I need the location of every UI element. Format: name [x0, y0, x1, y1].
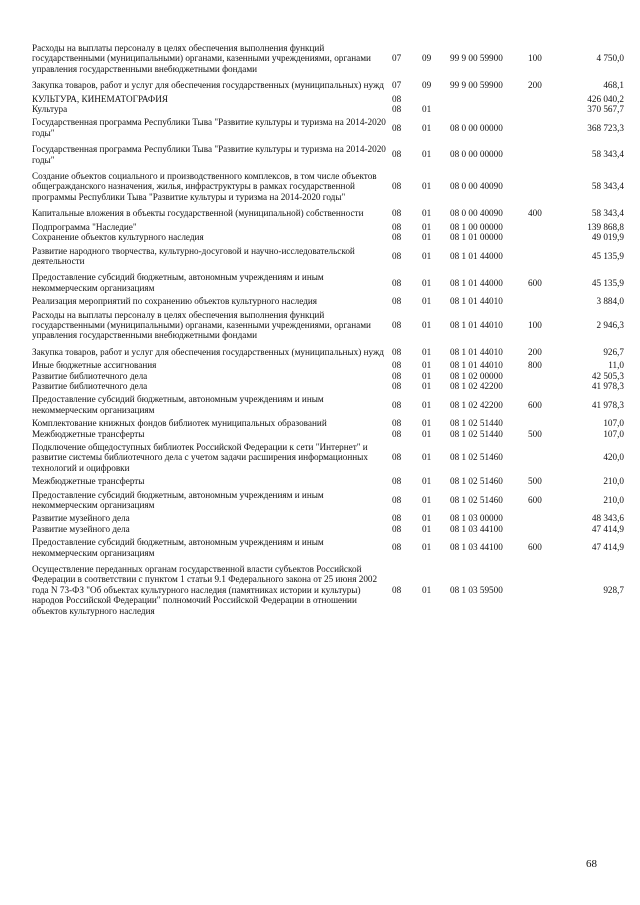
row-name: Осуществление переданных органам государственной власти субъектов Российской Федерации в соответствии с пунктом 1 статьи 9.1 Федерального закона от 25 июня 2002 года N 73-ФЗ "Об объектах культурного наследия (памятниках истории и культуры) народов Российской Федерации" полномочий Российской Федерации в отношении объектов культурного наследия [32, 564, 378, 616]
amount: 58 343,4 [591, 149, 624, 160]
subsection-code: 01 [422, 452, 432, 463]
table-row [32, 561, 624, 619]
table-row [32, 360, 624, 370]
amount: 58 343,4 [591, 181, 624, 192]
expense-type-code [528, 418, 558, 428]
subsection-code: 01 [422, 346, 432, 357]
amount: 49 019,9 [591, 232, 624, 243]
subsection-code: 01 [422, 360, 432, 371]
target-article-code: 08 1 02 51460 [450, 476, 503, 487]
row-name: Реализация мероприятий по сохранению объектов культурного наследия [32, 296, 318, 307]
section-code: 08 [392, 277, 402, 288]
row-name: Создание объектов социального и производственного комплексов, в том числе объектов общегражданского назначения, жилья, инфраструктуры в рамках государственной программы Республики Тыва "Развитие культуры и туризма на 2014-2020 годы" [32, 171, 377, 202]
table-row [32, 114, 624, 141]
expense-type-code [528, 104, 558, 114]
subsection-code: 01 [422, 542, 432, 553]
section-code: 08 [392, 584, 402, 595]
subsection-code: 01 [422, 208, 432, 219]
table-row [32, 307, 624, 344]
target-article-code: 08 1 01 44000 [450, 250, 503, 261]
amount: 42 505,3 [591, 370, 624, 381]
amount: 58 343,4 [591, 208, 624, 219]
section-code: 08 [392, 181, 402, 192]
expense-type-code: 600 [528, 494, 542, 505]
section-code: 08 [392, 523, 402, 534]
expense-type-code: 800 [528, 360, 542, 371]
target-article-code: 08 1 00 00000 [450, 221, 503, 232]
subsection-code: 01 [422, 221, 432, 232]
table-row [32, 429, 624, 439]
amount: 4 750,0 [596, 53, 624, 64]
amount: 41 978,3 [591, 380, 624, 391]
target-article-code: 08 1 02 51440 [450, 428, 503, 439]
subsection-code: 01 [422, 584, 432, 595]
amount: 41 978,3 [591, 399, 624, 410]
subsection-code: 01 [422, 104, 432, 115]
subsection-code [422, 94, 450, 104]
amount: 11,0 [608, 360, 624, 371]
amount: 45 135,9 [591, 277, 624, 288]
expense-type-code: 200 [528, 346, 542, 357]
subsection-code: 01 [422, 232, 432, 243]
row-name: Предоставление субсидий бюджетным, автономным учреждениям и иным некоммерческим организациям [32, 537, 324, 558]
section-code: 08 [392, 494, 402, 505]
target-article-code: 08 1 01 44010 [450, 360, 503, 371]
row-name: Капитальные вложения в объекты государственной (муниципальной) собственности [32, 208, 364, 219]
expense-type-code [528, 222, 558, 232]
subsection-code: 01 [422, 380, 432, 391]
target-article-code: 08 1 02 00000 [450, 370, 503, 381]
amount: 45 135,9 [591, 250, 624, 261]
table-row [32, 104, 624, 114]
subsection-code: 01 [422, 428, 432, 439]
table-row [32, 476, 624, 486]
subsection-code: 01 [422, 277, 432, 288]
expense-type-code: 600 [528, 399, 542, 410]
amount: 468,1 [603, 80, 624, 91]
subsection-code: 01 [422, 149, 432, 160]
expense-type-code: 100 [528, 53, 542, 64]
target-article-code: 99 9 00 59900 [450, 80, 503, 91]
row-name: Закупка товаров, работ и услуг для обеспечения государственных (муниципальных) нужд [32, 80, 384, 91]
table-row [32, 439, 624, 476]
target-article-code: 08 0 00 00000 [450, 122, 503, 133]
section-code: 07 [392, 53, 402, 64]
target-article-code: 08 0 00 40090 [450, 181, 503, 192]
subsection-code: 09 [422, 80, 432, 91]
section-code: 08 [392, 122, 402, 133]
section-code: 08 [392, 319, 402, 330]
row-name: Государственная программа Республики Тыва "Развитие культуры и туризма на 2014-2020 годы" [32, 144, 386, 165]
row-name: Иные бюджетные ассигнования [32, 360, 157, 371]
target-article-code: 08 1 01 44010 [450, 296, 503, 307]
target-article-code: 08 0 00 00000 [450, 149, 503, 160]
amount: 107,0 [603, 418, 624, 429]
expense-type-code: 600 [528, 542, 542, 553]
section-code: 08 [392, 232, 402, 243]
target-article-code: 08 1 02 42200 [450, 380, 503, 391]
amount: 3 884,0 [596, 296, 624, 307]
row-name: Подпрограмма "Наследие" [32, 221, 137, 232]
table-row [32, 296, 624, 306]
subsection-code: 01 [422, 399, 432, 410]
section-code: 08 [392, 452, 402, 463]
subsection-code: 01 [422, 319, 432, 330]
table-row [32, 40, 624, 77]
amount: 928,7 [603, 584, 624, 595]
table-row [32, 269, 624, 296]
target-article-code: 08 1 02 51460 [450, 452, 503, 463]
budget-table-body [32, 40, 624, 619]
expense-type-code: 600 [528, 277, 542, 288]
row-name: Предоставление субсидий бюджетным, автономным учреждениям и иным некоммерческим организациям [32, 489, 324, 511]
amount: 47 414,9 [591, 542, 624, 553]
section-code: 08 [392, 399, 402, 410]
row-name: Комплектование книжных фондов библиотек муниципальных образований [32, 418, 327, 429]
row-name: Межбюджетные трансферты [32, 476, 145, 487]
expense-type-code [528, 381, 558, 391]
expense-type-code [528, 243, 558, 270]
section-code: 08 [392, 104, 402, 115]
target-article-code: 08 1 02 51460 [450, 494, 503, 505]
section-code: 08 [392, 296, 402, 307]
target-article-code: 08 1 01 44010 [450, 319, 503, 330]
table-row [32, 243, 624, 270]
amount: 370 567,7 [587, 104, 624, 115]
amount: 210,0 [603, 494, 624, 505]
expense-type-code [528, 94, 558, 104]
amount: 926,7 [603, 346, 624, 357]
row-name: Предоставление субсидий бюджетным, автономным учреждениям и иным некоммерческим организациям [32, 394, 324, 415]
amount: 426 040,2 [587, 93, 624, 104]
subsection-code: 01 [422, 523, 432, 534]
section-code: 08 [392, 208, 402, 219]
expense-type-code: 100 [528, 319, 542, 330]
expense-type-code: 500 [528, 428, 542, 439]
table-row [32, 418, 624, 428]
table-row [32, 524, 624, 534]
row-name: Подключение общедоступных библиотек Российской Федерации к сети "Интернет" и развитие системы библиотечного дела с учетом задачи расширения информационных технологий и оцифровки [32, 442, 368, 473]
row-name: Развитие библиотечного дела [32, 380, 148, 391]
section-code: 08 [392, 221, 402, 232]
target-article-code: 08 1 02 42200 [450, 399, 503, 410]
section-code: 08 [392, 428, 402, 439]
table-row [32, 205, 624, 221]
table-row [32, 232, 624, 242]
row-name: КУЛЬТУРА, КИНЕМАТОГРАФИЯ [32, 93, 168, 104]
table-row [32, 168, 624, 205]
expense-type-code: 200 [528, 80, 542, 91]
table-row [32, 487, 624, 514]
table-row [32, 371, 624, 381]
section-code: 08 [392, 476, 402, 487]
section-code: 08 [392, 370, 402, 381]
table-row [32, 222, 624, 232]
target-article-code [450, 94, 528, 104]
expense-type-code [528, 168, 558, 205]
section-code: 08 [392, 542, 402, 553]
section-code: 07 [392, 80, 402, 91]
target-article-code: 08 1 03 59500 [450, 584, 503, 595]
section-code: 08 [392, 93, 402, 104]
subsection-code: 01 [422, 476, 432, 487]
target-article-code: 08 1 01 44010 [450, 346, 503, 357]
amount: 48 343,6 [591, 513, 624, 524]
row-name: Расходы на выплаты персоналу в целях обеспечения выполнения функций государственными (муниципальными) органами, казенными учреждениями, органами управления государственными внебюджетными фондами [32, 309, 371, 341]
expense-type-code [528, 114, 558, 141]
amount: 107,0 [603, 428, 624, 439]
table-row [32, 141, 624, 168]
section-code: 08 [392, 380, 402, 391]
target-article-code: 08 1 01 00000 [450, 232, 503, 243]
expense-type-code [528, 524, 558, 534]
expense-type-code: 400 [528, 208, 542, 219]
row-name: Развитие музейного дела [32, 523, 130, 534]
row-name: Развитие народного творчества, культурно-досуговой и научно-исследовательской деятельности [32, 245, 355, 266]
row-name: Предоставление субсидий бюджетным, автономным учреждениям и иным некоммерческим организациям [32, 272, 324, 293]
row-name: Развитие музейного дела [32, 513, 130, 524]
expense-type-code [528, 371, 558, 381]
amount: 210,0 [603, 476, 624, 487]
expense-type-code [528, 141, 558, 168]
subsection-code: 01 [422, 122, 432, 133]
target-article-code [450, 104, 528, 114]
target-article-code: 08 1 03 00000 [450, 513, 503, 524]
subsection-code: 01 [422, 513, 432, 524]
table-row [32, 513, 624, 523]
row-name: Расходы на выплаты персоналу в целях обеспечения выполнения функций государственными (муниципальными) органами, казенными учреждениями, органами управления государственными внебюджетными фондами [32, 43, 371, 74]
expense-type-code [528, 296, 558, 306]
subsection-code: 01 [422, 370, 432, 381]
amount: 139 868,8 [587, 221, 624, 232]
target-article-code: 08 1 01 44000 [450, 277, 503, 288]
table-row [32, 534, 624, 561]
row-name: Культура [32, 104, 68, 115]
table-row [32, 77, 624, 93]
row-name: Развитие библиотечного дела [32, 370, 148, 381]
section-code: 08 [392, 418, 402, 429]
subsection-code: 01 [422, 296, 432, 307]
amount: 2 946,3 [596, 319, 624, 330]
subsection-code: 01 [422, 250, 432, 261]
target-article-code: 08 1 03 44100 [450, 523, 503, 534]
amount: 47 414,9 [591, 523, 624, 534]
row-name: Закупка товаров, работ и услуг для обеспечения государственных (муниципальных) нужд [32, 346, 384, 357]
expense-type-code [528, 439, 558, 476]
expense-type-code [528, 513, 558, 523]
target-article-code: 08 1 03 44100 [450, 542, 503, 553]
table-row [32, 391, 624, 418]
amount: 420,0 [603, 452, 624, 463]
subsection-code: 01 [422, 418, 432, 429]
target-article-code: 08 0 00 40090 [450, 208, 503, 219]
section-code: 08 [392, 250, 402, 261]
target-article-code: 99 9 00 59900 [450, 53, 503, 64]
expense-type-code: 500 [528, 476, 542, 487]
subsection-code: 09 [422, 53, 432, 64]
section-code: 08 [392, 360, 402, 371]
page-number: 68 [586, 858, 597, 870]
row-name: Государственная программа Республики Тыва "Развитие культуры и туризма на 2014-2020 годы" [32, 117, 386, 138]
section-code: 08 [392, 149, 402, 160]
budget-table [32, 40, 624, 619]
subsection-code: 01 [422, 494, 432, 505]
target-article-code: 08 1 02 51440 [450, 418, 503, 429]
table-row [32, 381, 624, 391]
section-code: 08 [392, 513, 402, 524]
section-code: 08 [392, 346, 402, 357]
expense-type-code [528, 561, 558, 619]
row-name: Межбюджетные трансферты [32, 428, 145, 439]
row-name: Сохранение объектов культурного наследия [32, 232, 204, 243]
table-row [32, 94, 624, 104]
amount: 368 723,3 [587, 122, 624, 133]
subsection-code: 01 [422, 181, 432, 192]
table-row [32, 344, 624, 360]
expense-type-code [528, 232, 558, 242]
